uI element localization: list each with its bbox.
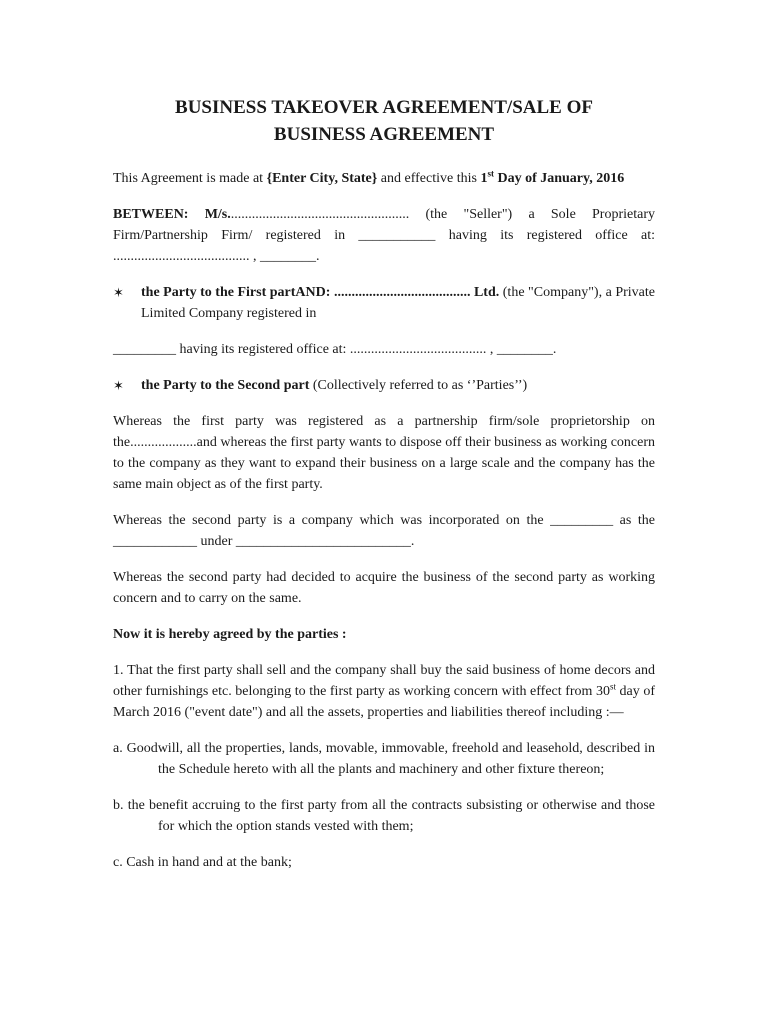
clause-1-text: 1. That the first party shall sell and the company shall buy the said business of home decors and other furnishings etc. belonging to the first party as working concern with effect from 30 <box>113 663 655 699</box>
seller-office-blank: ________ <box>260 249 316 264</box>
star-bullet-icon: ✶ <box>113 285 124 300</box>
day-suffix: st <box>487 168 494 179</box>
between-label: BETWEEN: M/s. <box>113 207 231 222</box>
registration-date-dots: ................... <box>130 435 197 450</box>
act-blank: _________________________ <box>235 534 411 549</box>
clause-1-text-2: day of March 2016 ("event date") and all the assets, properties and liabilities thereof including :— <box>113 684 655 720</box>
company-name-dots: ....................................... <box>333 285 471 300</box>
clause-1-paragraph <box>113 660 655 723</box>
star-bullet-icon: ✶ <box>113 378 124 393</box>
separator: , <box>249 249 260 264</box>
company-registered-blank: _________ <box>113 342 176 357</box>
first-party-row <box>113 282 655 324</box>
period: . <box>316 249 320 264</box>
whereas-2-text-2: as the <box>613 513 656 528</box>
effective-date <box>480 168 625 186</box>
item-text: Cash in hand and at the bank; <box>126 855 292 870</box>
intro-text: This Agreement is made at <box>113 171 267 186</box>
date-suffix: st <box>609 681 616 692</box>
office-text: having its registered office at: <box>176 342 350 357</box>
second-party-paragraph <box>141 375 655 396</box>
day-number: 1 <box>480 171 488 186</box>
second-party-label: the Party to the Second part <box>141 378 310 393</box>
seller-name-dots: ................................................... <box>230 207 410 222</box>
whereas-paragraph-1 <box>113 411 655 495</box>
period: . <box>410 534 415 549</box>
whereas-1-text-2: and whereas the first party wants to dispose off their business as working concern to the company as they want to expand their business on a large scale and the company has the same main object as of the first party. <box>113 435 655 492</box>
first-party-paragraph <box>141 282 655 324</box>
list-item <box>113 852 655 873</box>
item-label: c. <box>113 855 127 870</box>
office-paragraph <box>113 339 655 360</box>
intro-paragraph <box>113 168 655 189</box>
list-item <box>113 738 655 780</box>
intro-text-2: and effective this <box>377 171 481 186</box>
second-party-row <box>113 375 655 396</box>
agreed-heading <box>113 624 655 645</box>
document-body <box>113 94 655 873</box>
item-label: b. <box>113 798 128 813</box>
seller-text: (the "Seller") a Sole Proprietary Firm/Partnership Firm/ registered in <box>113 207 655 243</box>
whereas-1-text: Whereas the first party was registered as a partnership firm/sole proprietorship on the <box>113 414 655 450</box>
period: . <box>552 342 557 357</box>
title-line-1: BUSINESS TAKEOVER AGREEMENT/SALE OF <box>175 97 593 118</box>
list-item <box>113 795 655 837</box>
seller-office-text: having its registered office at: <box>435 228 655 243</box>
incorporation-date-blank: _________ <box>550 513 614 528</box>
between-paragraph <box>113 204 655 267</box>
whereas-paragraph-2 <box>113 510 655 552</box>
document-title <box>113 94 655 148</box>
office-dots: ....................................... <box>349 342 487 357</box>
seller-office-dots: ....................................... <box>113 249 250 264</box>
registered-in-blank: ___________ <box>358 228 436 243</box>
first-party-text: (the "Company"), a Private Limited Company registered in <box>141 285 655 321</box>
ltd-label: Ltd. <box>470 285 500 300</box>
item-text: Goodwill, all the properties, lands, movable, immovable, freehold and leasehold, described in the Schedule hereto with all the plants and machinery and other fixture thereon; <box>126 741 655 777</box>
whereas-paragraph-3: Whereas the second party had decided to acquire the business of the second party as working concern and to carry on the same. <box>113 570 655 606</box>
whereas-2-text: Whereas the second party is a company which was incorporated on the <box>113 513 551 528</box>
item-label: a. <box>113 741 127 756</box>
agreed-heading-text: Now it is hereby agreed by the parties : <box>113 627 347 642</box>
second-party-text: (Collectively referred to as ‘’Parties’’) <box>309 378 528 393</box>
item-text: the benefit accruing to the first party from all the contracts subsisting or otherwise and those for which the option stands vested with them; <box>127 798 656 834</box>
company-type-blank: ____________ <box>113 534 197 549</box>
clause-1-items <box>113 738 655 873</box>
title-line-2: BUSINESS AGREEMENT <box>273 124 495 145</box>
first-party-label: the Party to the First partAND: <box>141 285 334 300</box>
date-rest: Day of January, 2016 <box>493 171 625 186</box>
office-blank: ________ <box>496 342 553 357</box>
city-placeholder: {Enter City, State} <box>266 171 378 186</box>
separator: , <box>486 342 497 357</box>
whereas-2-text-3: under <box>197 534 236 549</box>
